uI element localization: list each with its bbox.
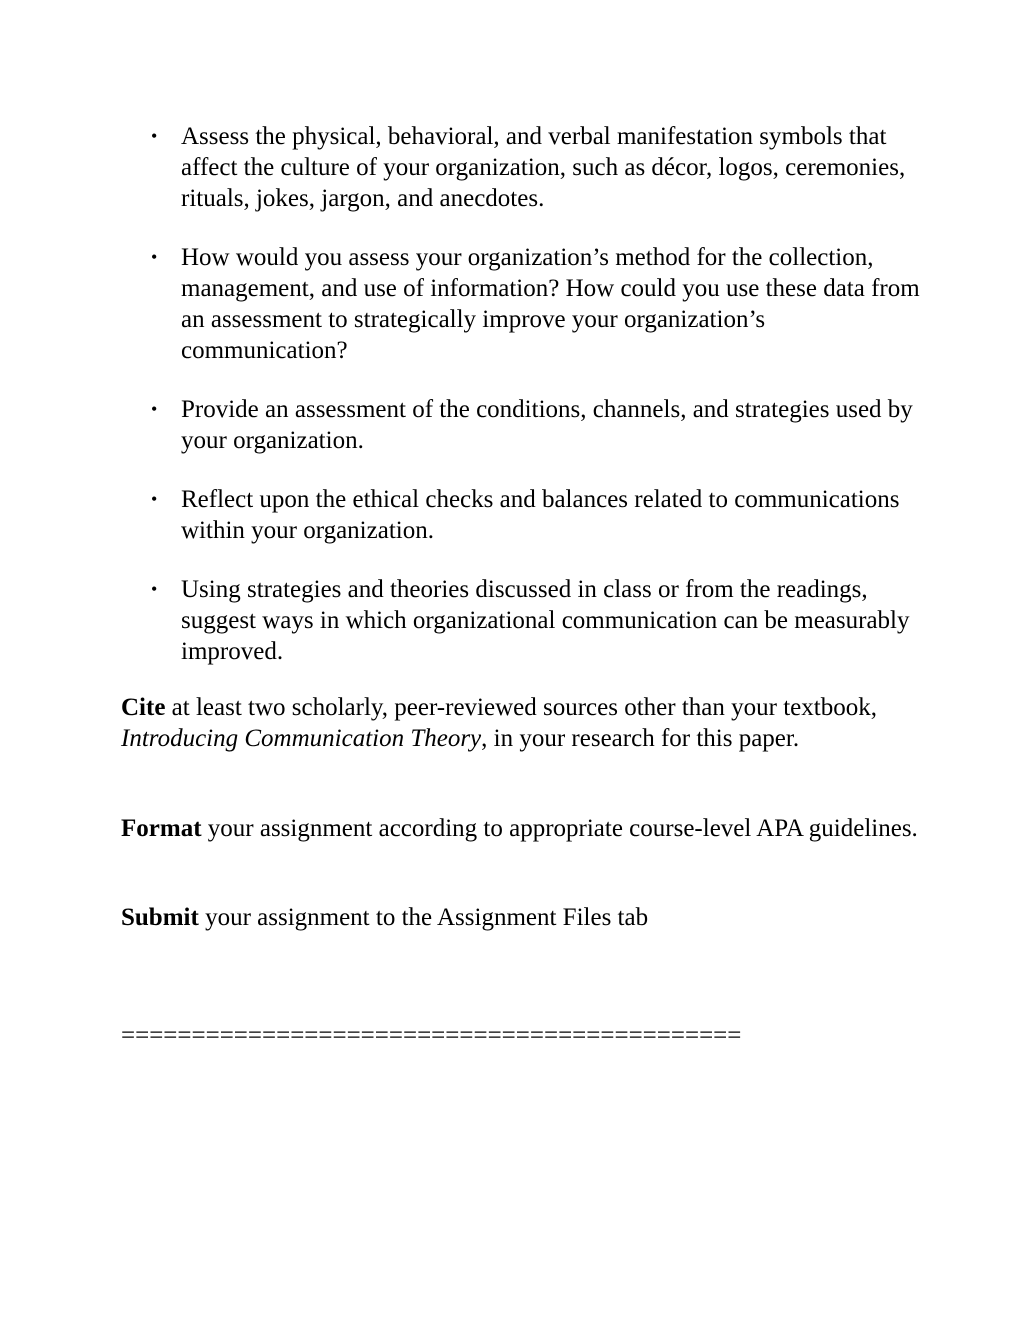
list-item-text: How would you assess your organization’s method for the collection, management, and use of information? How could you use these data from an assessment to strategically improve your organization’s communication? [181, 244, 920, 364]
list-item-text: Reflect upon the ethical checks and balances related to communications within your organization. [181, 486, 900, 544]
list-item [151, 121, 921, 214]
list-item [151, 574, 921, 667]
submit-paragraph [121, 902, 921, 933]
list-item [151, 484, 921, 546]
submit-label: Submit [121, 904, 199, 931]
format-paragraph [121, 813, 921, 844]
format-text: your assignment according to appropriate course-level APA guidelines. [201, 815, 918, 842]
list-item-text: Provide an assessment of the conditions, channels, and strategies used by your organization. [181, 396, 913, 454]
textbook-title: Introducing Communication Theory [121, 725, 482, 752]
bullet-icon: • [151, 579, 158, 599]
list-item [151, 242, 921, 366]
divider-line: ============================================ [121, 1022, 742, 1049]
format-label: Format [121, 815, 202, 842]
bullet-icon: • [151, 489, 158, 509]
requirements-list [151, 121, 921, 695]
list-item-text: Using strategies and theories discussed in class or from the readings, suggest ways in which organizational communication can be measurably improved. [181, 576, 910, 665]
cite-paragraph [121, 692, 921, 754]
submit-text: your assignment to the Assignment Files tab [198, 904, 649, 931]
bullet-icon: • [151, 126, 158, 146]
cite-text-after: , in your research for this paper. [481, 725, 800, 752]
list-item [151, 394, 921, 456]
bullet-icon: • [151, 399, 158, 419]
cite-text-before: at least two scholarly, peer-reviewed sources other than your textbook, [165, 694, 877, 721]
bullet-icon: • [151, 247, 158, 267]
list-item-text: Assess the physical, behavioral, and verbal manifestation symbols that affect the culture of your organization, such as décor, logos, ceremonies, rituals, jokes, jargon, and anecdotes. [181, 123, 906, 212]
cite-label: Cite [121, 694, 166, 721]
